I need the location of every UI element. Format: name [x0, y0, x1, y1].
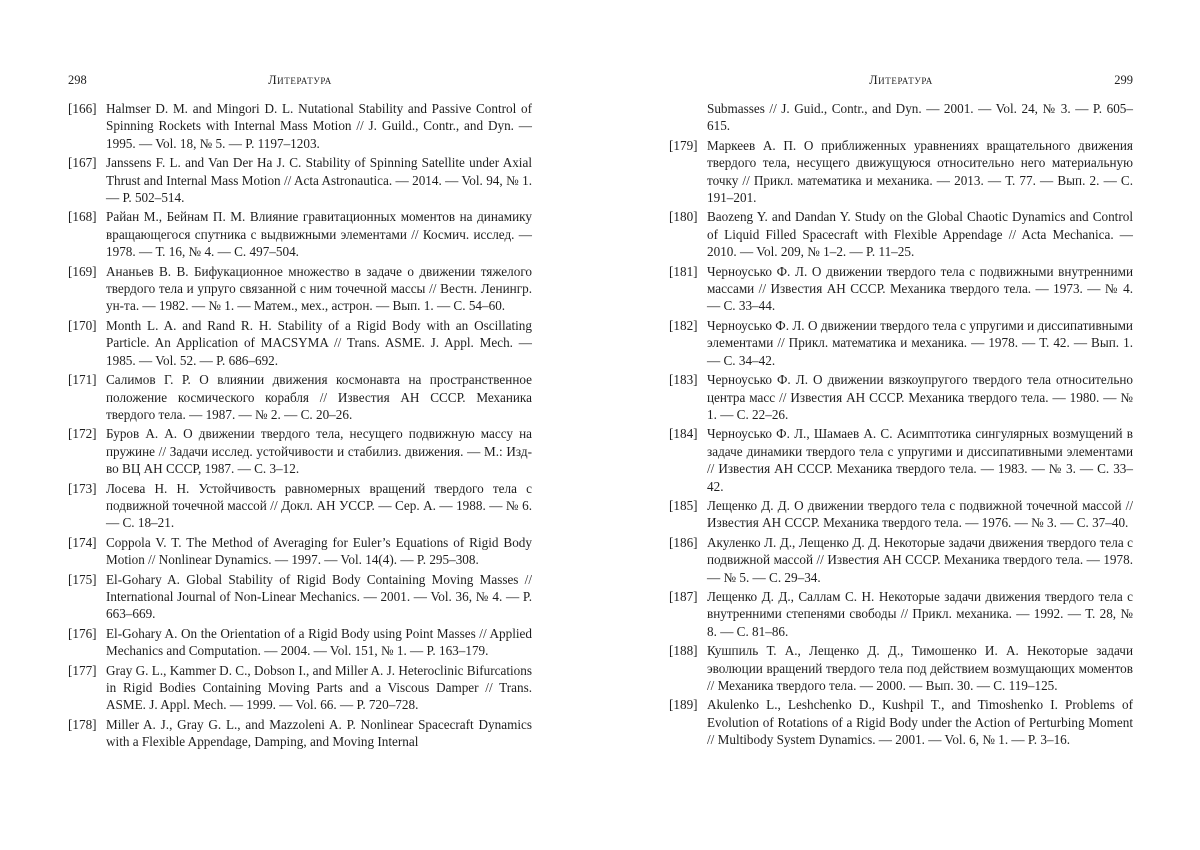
reference-number: [177] — [68, 662, 97, 678]
reference-number: [175] — [68, 571, 97, 587]
reference-item — [669, 497, 1133, 532]
reference-item — [68, 534, 532, 569]
reference-text: Janssens F. L. and Van Der Ha J. C. Stability of Spinning Satellite under Axial Thrust and Internal Mass Motion // Acta Astronautica. — 2014. — Vol. 94, № 1. — P. 502–514. — [106, 155, 532, 206]
running-head: Литература — [268, 73, 332, 87]
reference-item — [669, 208, 1133, 260]
reference-text: Лещенко Д. Д. О движении твердого тела с подвижной точечной массой // Известия АН СССР. Механика твердого тела. — 1976. — № 3. — С. 37–40. — [707, 497, 1133, 531]
reference-number: [170] — [68, 317, 97, 333]
reference-continuation: Submasses // J. Guid., Contr., and Dyn. — 2001. — Vol. 24, № 3. — P. 605–615. — [707, 101, 1133, 134]
reference-number: [179] — [669, 137, 698, 153]
reference-number: [185] — [669, 497, 698, 513]
reference-text: Miller A. J., Gray G. L., and Mazzoleni A. P. Nonlinear Spacecraft Dynamics with a Flexible Appendage, Damping, and Moving Internal — [106, 716, 532, 750]
reference-text: Лосева Н. Н. Устойчивость равномерных вращений твердого тела с подвижной точечной массой // Докл. АН УССР. — Сер. А. — 1988. — № 6. — С. 18–21. — [106, 480, 532, 531]
reference-number: [186] — [669, 534, 698, 550]
right-page — [669, 0, 1133, 850]
reference-item — [669, 534, 1133, 586]
reference-item — [68, 425, 532, 477]
reference-number: [178] — [68, 716, 97, 732]
reference-text: Черноусько Ф. Л. О движении твердого тела с подвижными внутренними массами // Известия АН СССР. Механика твердого тела. — 1973. — № 4. — С. 33–44. — [707, 263, 1133, 314]
reference-text: Маркеев А. П. О приближенных уравнениях вращательного движения твердого тела, несущего движущуюся относительно него материальную точку // Прикл. математика и механика. — 2013. — Т. 77. — Вып. 2. — С. 191–201. — [707, 137, 1133, 206]
reference-number: [166] — [68, 101, 97, 116]
reference-list — [68, 100, 532, 753]
reference-item — [68, 317, 532, 369]
reference-text: Ананьев В. В. Бифукационное множество в задаче о движении тяжелого твердого тела и упруго связанной с ним точечной массы // Вестн. Ленингр. ун-та. — 1982. — № 1. — Матем., мех., астрон. — Вып. 1. — С. 54–60. — [106, 263, 532, 314]
reference-text: Черноусько Ф. Л. О движении вязкоупругого твердого тела относительно центра масс // Известия АН СССР. Механика твердого тела. — 1980. — № 1. — С. 22–26. — [707, 372, 1133, 422]
reference-text: Черноусько Ф. Л., Шамаев А. С. Асимптотика сингулярных возмущений в задаче динамики твердого тела с упругими и диссипативными элементами // Известия АН СССР. Механика твердого тела. — 1983. — № 3. — С. 33–42. — [707, 426, 1133, 494]
reference-number: [180] — [669, 209, 698, 225]
reference-number: [189] — [669, 697, 698, 713]
reference-text: Буров А. А. О движении твердого тела, несущего подвижную массу на пружине // Задачи исслед. устойчивости и стабилиз. движения. — М.: Изд-во ВЦ АН СССР, 1987. — С. 3–12. — [106, 426, 532, 477]
reference-text: Akulenko L., Leshchenko D., Kushpil T., and Timoshenko I. Problems of Evolution of Rotations of a Rigid Body under the Action of Perturbing Moment // Multibody System Dynamics. — 2001. — Vol. 6, № 1. — P. 3–16. — [707, 697, 1133, 748]
reference-item — [669, 137, 1133, 207]
reference-list — [669, 100, 1133, 751]
reference-item — [669, 642, 1133, 694]
reference-item — [68, 100, 532, 152]
reference-number: [182] — [669, 317, 698, 333]
reference-text: Halmser D. M. and Mingori D. L. Nutational Stability and Passive Control of Spinning Rockets with Internal Mass Motion // J. Guild., Contr., and Dyn. — 1995. — Vol. 18, № 5. — P. 1197–1203. — [106, 101, 532, 151]
reference-number: [171] — [68, 372, 97, 388]
reference-text: Акуленко Л. Д., Лещенко Д. Д. Некоторые задачи движения твердого тела с подвижной массой // Известия АН СССР. Механика твердого тела. — 1978. — № 5. — С. 29–34. — [707, 534, 1133, 585]
left-page — [68, 0, 532, 850]
running-head: Литература — [869, 73, 933, 87]
reference-item — [669, 317, 1133, 369]
reference-text: Baozeng Y. and Dandan Y. Study on the Global Chaotic Dynamics and Control of Liquid Filled Spacecraft with Flexible Appendage // Acta Mechanica. — 2010. — Vol. 209, № 1–2. — P. 11–25. — [707, 209, 1133, 260]
reference-item — [669, 263, 1133, 315]
reference-item — [68, 480, 532, 532]
page-number: 299 — [1114, 73, 1133, 87]
reference-text: Month L. A. and Rand R. H. Stability of a Rigid Body with an Oscillating Particle. An Application of MACSYMA // Trans. ASME. J. Appl. Mech. — 1985. — Vol. 52. — P. 686–692. — [106, 317, 532, 368]
reference-number: [173] — [68, 480, 97, 496]
reference-text: Кушпиль Т. А., Лещенко Д. Д., Тимошенко И. А. Некоторые задачи эволюции вращений твердого тела под действием возмущающих моментов // Механика твердого тела. — 2000. — Вып. 30. — С. 119–125. — [707, 643, 1133, 693]
reference-number: [169] — [68, 263, 97, 279]
page-number: 298 — [68, 73, 87, 87]
reference-item — [68, 716, 532, 751]
reference-number: [167] — [68, 155, 97, 171]
reference-item — [68, 371, 532, 423]
reference-item — [68, 625, 532, 660]
reference-text: Райан М., Бейнам П. М. Влияние гравитационных моментов на динамику вращающегося спутника с выдвижными элементами // Космич. исслед. — 1978. — Т. 16, № 4. — С. 497–504. — [106, 209, 532, 260]
reference-number: [176] — [68, 625, 97, 641]
reference-text: Coppola V. T. The Method of Averaging for Euler’s Equations of Rigid Body Motion // Nonlinear Dynamics. — 1997. — Vol. 14(4). — P. 295–308. — [106, 534, 532, 568]
reference-number: [174] — [68, 534, 97, 550]
reference-item — [68, 571, 532, 623]
reference-number: [187] — [669, 588, 698, 604]
reference-text: Салимов Г. Р. О влиянии движения космонавта на пространственное положение космического корабля // Известия АН СССР. Механика твердого тела. — 1987. — № 2. — С. 20–26. — [106, 372, 532, 422]
reference-item — [68, 208, 532, 260]
reference-item — [68, 263, 532, 315]
reference-text: El-Gohary A. Global Stability of Rigid Body Containing Moving Masses // International Journal of Non-Linear Mechanics. — 2001. — Vol. 36, № 4. — P. 663–669. — [106, 571, 532, 622]
reference-number: [172] — [68, 426, 97, 442]
reference-number: [188] — [669, 643, 698, 659]
reference-number: [168] — [68, 209, 97, 225]
reference-text: Черноусько Ф. Л. О движении твердого тела с упругими и диссипативными элементами // Прикл. математика и механика. — 1978. — Т. 42. — Вып. 1. — С. 34–42. — [707, 317, 1133, 368]
reference-number: [181] — [669, 263, 698, 279]
reference-number: [184] — [669, 426, 698, 442]
reference-item — [68, 154, 532, 206]
reference-text: Gray G. L., Kammer D. C., Dobson I., and Miller A. J. Heteroclinic Bifurcations in Rigid Bodies Containing Moving Parts and a Viscous Damper // Trans. ASME. J. Appl. Mech. — 1999. — Vol. 66. — P. 720–728. — [106, 662, 532, 713]
reference-item — [68, 662, 532, 714]
reference-item — [669, 588, 1133, 640]
reference-number: [183] — [669, 372, 698, 388]
reference-item — [669, 425, 1133, 495]
reference-text: El-Gohary A. On the Orientation of a Rigid Body using Point Masses // Applied Mechanics and Computation. — 2004. — Vol. 151, № 1. — P. 163–179. — [106, 625, 532, 659]
reference-item — [669, 696, 1133, 748]
reference-item — [669, 371, 1133, 423]
reference-text: Лещенко Д. Д., Саллам С. Н. Некоторые задачи движения твердого тела с внутренними степенями свободы // Прикл. механика. — 1992. — Т. 28, № 8. — С. 81–86. — [707, 588, 1133, 639]
